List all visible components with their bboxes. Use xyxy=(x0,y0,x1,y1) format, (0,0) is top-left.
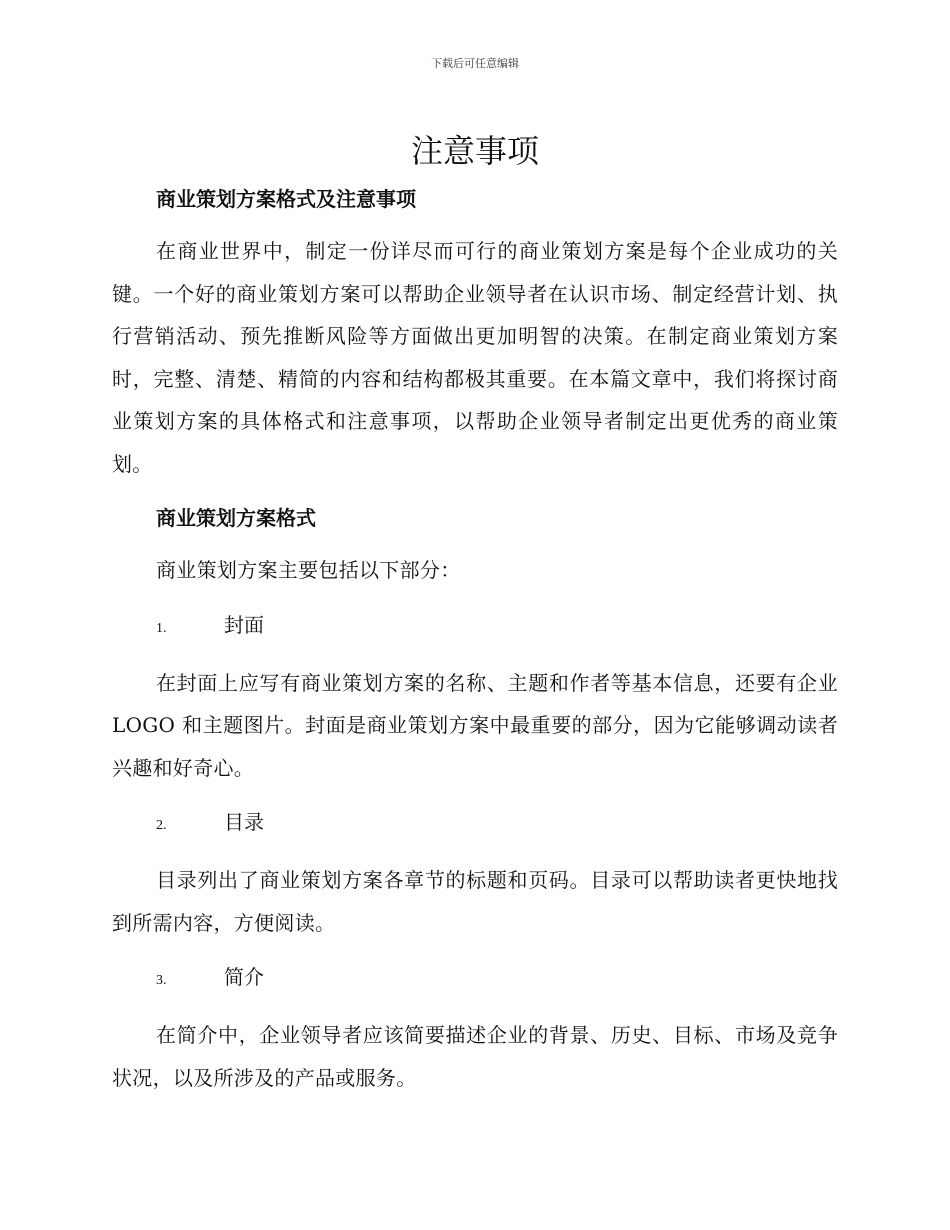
list-item-title: 简介 xyxy=(224,965,264,989)
list-item-heading xyxy=(112,801,838,847)
list-item-heading xyxy=(112,956,838,1002)
list-item-title: 封面 xyxy=(224,612,264,637)
section-paragraph: 目录列出了商业策划方案各章节的标题和页码。目录可以帮助读者更快地找到所需内容，方便阅读。 xyxy=(112,868,838,935)
list-item-number: 1. xyxy=(156,620,167,636)
document-body xyxy=(112,180,838,1099)
list-item-heading xyxy=(112,604,838,650)
section-heading-main: 商业策划方案格式及注意事项 xyxy=(156,187,416,211)
list-intro-paragraph: 商业策划方案主要包括以下部分： xyxy=(156,558,461,582)
header-note: 下载后可任意编辑 xyxy=(431,57,519,70)
document-title: 注意事项 xyxy=(410,132,539,170)
section-paragraph: 在封面上应写有商业策划方案的名称、主题和作者等基本信息，还要有企业 LOGO 和主题图片。封面是商业策划方案中最重要的部分，因为它能够调动读者兴趣和好奇心。 xyxy=(112,670,838,780)
intro-paragraph: 在商业世界中，制定一份详尽而可行的商业策划方案是每个企业成功的关键。一个好的商业策划方案可以帮助企业领导者在认识市场、制定经营计划、执行营销活动、预先推断风险等方面做出更加明智的决策。在制定商业策划方案时，完整、清楚、精简的内容和结构都极其重要。在本篇文章中，我们将探讨商业策划方案的具体格式和注意事项，以帮助企业领导者制定出更优秀的商业策划。 xyxy=(112,239,838,476)
list-item-number: 3. xyxy=(156,973,167,988)
list-item-number: 2. xyxy=(156,818,167,833)
section-paragraph: 在简介中，企业领导者应该简要描述企业的背景、历史、目标、市场及竞争状况，以及所涉及的产品或服务。 xyxy=(112,1023,838,1090)
section-heading-format: 商业策划方案格式 xyxy=(156,506,316,530)
list-item-title: 目录 xyxy=(224,810,264,834)
